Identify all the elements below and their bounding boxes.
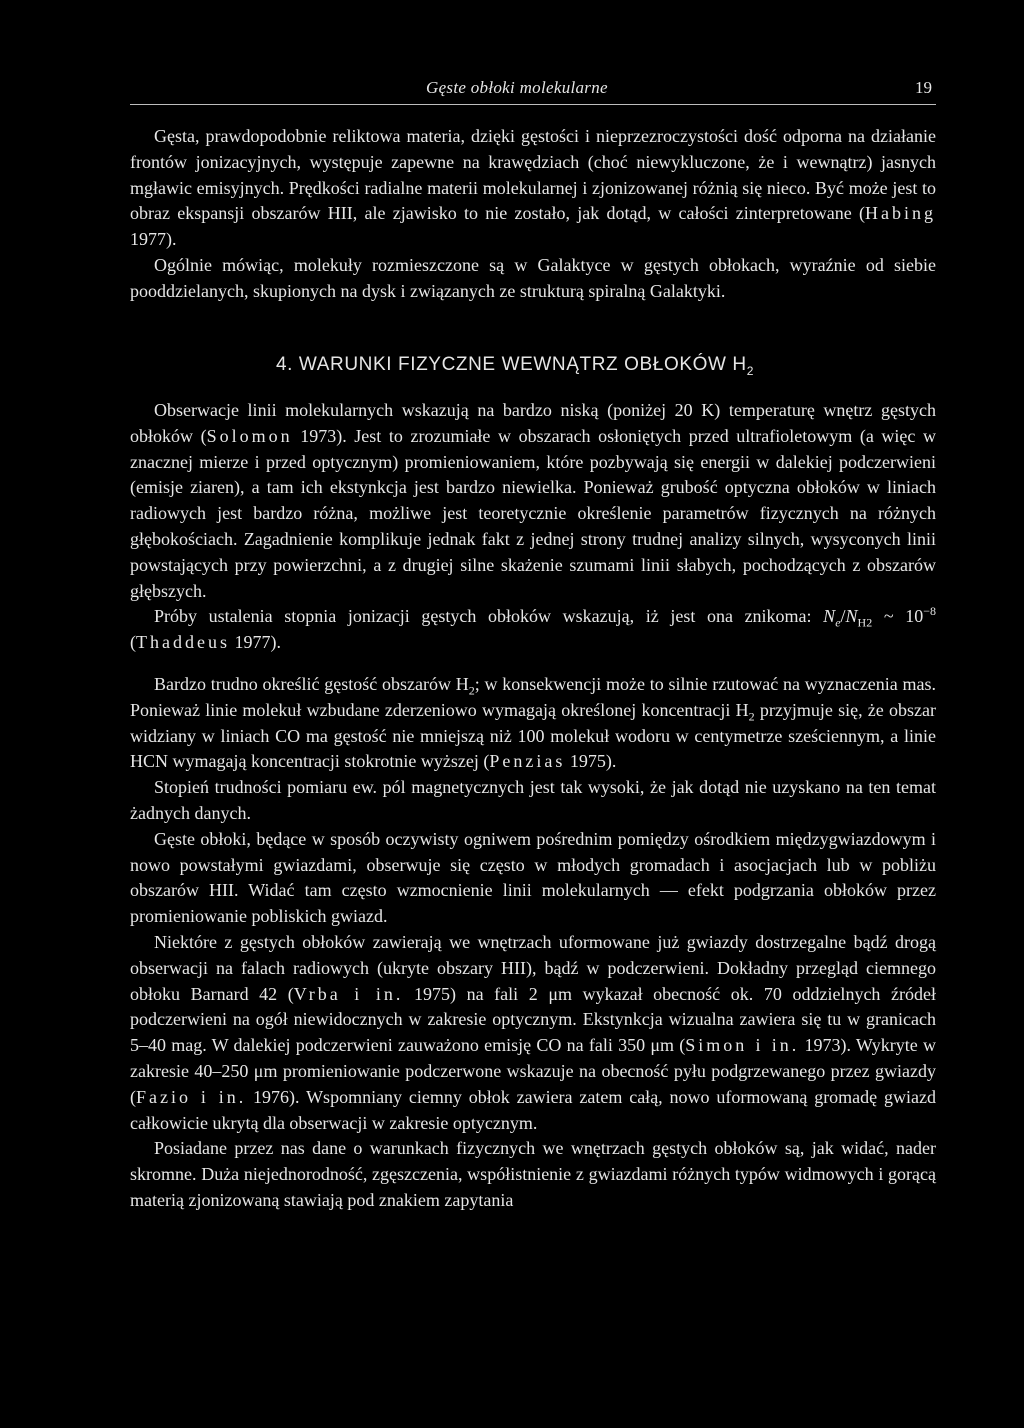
citation: Simon i in.	[685, 1035, 800, 1056]
citation: Vrba i in.	[293, 983, 404, 1004]
intro-text	[130, 124, 936, 305]
paragraph: Gęsta, prawdopodobnie reliktowa materia, dzięki gęstości i nieprzezroczystości dość odporna na działanie frontów jonizacyjnych, występuje zapewne na krawędziach (choć niewykluczone, że i wewnątrz) jasnych mgławic emisyjnych. Prędkości radialne materii molekularnej i zjonizowanej różnią się nieco. Być może jest to obraz ekspansji obszarów HII, ale zjawisko to nie zostało, jak dotąd, w całości zinterpretowane (Habing 1977).	[130, 126, 936, 250]
paragraph: Stopień trudności pomiaru ew. pól magnetycznych jest tak wysoki, że jak dotąd nie uzyskano na ten temat żadnych danych.	[130, 777, 936, 823]
citation: Solomon	[206, 425, 293, 446]
running-title: Gęste obłoki molekularne	[426, 78, 608, 97]
section-text	[130, 398, 936, 1214]
paragraph: Gęste obłoki, będące w sposób oczywisty ogniwem pośrednim pomiędzy ośrodkiem międzygwiazdowym i nowo powstałymi gwiazdami, obserwuje się często w młodych gromadach i asocjacjach lub w pobliżu obszarów HII. Widać tam często wzmocnienie linii molekularnych — efekt podgrzania obłoków przez promieniowanie pobliskich gwiazd.	[130, 828, 936, 927]
paragraph: Posiadane przez nas dane o warunkach fizycznych we wnętrzach gęstych obłoków są, jak widać, nader skromne. Duża niejednorodność, zgęszczenia, współistnienie z gwiazdami różnych typów widmowych i gorącą materią zjonizowaną stawiają pod znakiem zapytania	[130, 1138, 936, 1210]
citation: Fazio i in.	[136, 1086, 247, 1107]
spacer	[130, 656, 936, 672]
paragraph: Bardzo trudno określić gęstość obszarów $H_2$; w konsekwencji może to silnie rzutować na wyznaczenia mas. Ponieważ linie molekuł wzbudane zderzeniowo wymagają określonej koncentracji $H_2$ przyjmuje się, że obszar widziany w liniach CO ma gęstość nie mniejszą niż 100 molekuł wodoru w centymetrze sześciennym, a linie HCN wymagają koncentracji stokrotnie wyższej (Penzias 1975).	[130, 673, 936, 772]
paragraph: Ogólnie mówiąc, molekuły rozmieszczone są w Galaktyce w gęstych obłokach, wyraźnie od siebie pooddzielanych, skupionych na dysk i związanych ze strukturą spiralną Galaktyki.	[130, 254, 936, 301]
page-number: 19	[915, 78, 932, 97]
citation: Penzias	[489, 751, 566, 772]
page-header	[130, 76, 936, 104]
section-heading: 4. WARUNKI FIZYCZNE WEWNĄTRZ OBŁOKÓW $H_2$	[276, 354, 754, 378]
paragraph: Niektóre z gęstych obłoków zawierają we wnętrzach uformowane już gwiazdy dostrzegalne bądź drogą obserwacji na falach radiowych (ukryte obszary HII), bądź w podczerwieni. Dokładny przegląd ciemnego obłoku Barnard 42 (Vrba i in. 1975) na fali 2 μm wykazał obecność ok. 70 oddzielnych źródeł podczerwieni na ogół niewidocznych w zakresie optycznym. Ekstynkcja wizualna zawiera się tu w granicach 5–40 mag. W dalekiej podczerwieni zauważono emisję CO na fali 350 μm (Simon i in. 1973). Wykryte w zakresie 40–250 μm promieniowanie podczerwone wskazuje na obecność pyłu podgrzewanego przez gwiazdy (Fazio i in. 1976). Wspomniany ciemny obłok zawiera zatem całą, nowo uformowaną gromadę gwiazd całkowicie ukrytą dla obserwacji w zakresie optycznym.	[130, 931, 937, 1133]
paragraph: Obserwacje linii molekularnych wskazują na bardzo niską (poniżej 20 K) temperaturę wnętrz gęstych obłoków (Solomon 1973). Jest to zrozumiałe w obszarach osłoniętych przed ultrafioletowym (a więc w znacznej mierze i przed optycznym) promieniowaniem, które pozbywają się energii w dalekiej podczerwieni (emisje ziaren), a tam ich ekstynkcja jest bardzo niewielka. Ponieważ grubość optyczna obłoków w liniach radiowych jest bardzo różna, możliwe jest teoretycznie określenie parametrów fizycznych na różnych głębokościach. Zagadnienie komplikuje jednak fakt z jednej strony trudnej analizy silnych, wysyconych linii powstających przy powierzchni, a z drugiej silne skażenie szumami linii słabych, pochodzących z obszarów głębszych.	[130, 400, 937, 601]
citation: Thaddeus	[136, 632, 230, 653]
header-rule	[130, 104, 936, 105]
paragraph: Próby ustalenia stopnia jonizacji gęstych obłoków wskazują, iż jest ona znikoma: $N_e/N_{H2}$ ~ $10^{-8}$ (Thaddeus 1977).	[130, 604, 936, 653]
citation: Habing	[865, 203, 936, 224]
